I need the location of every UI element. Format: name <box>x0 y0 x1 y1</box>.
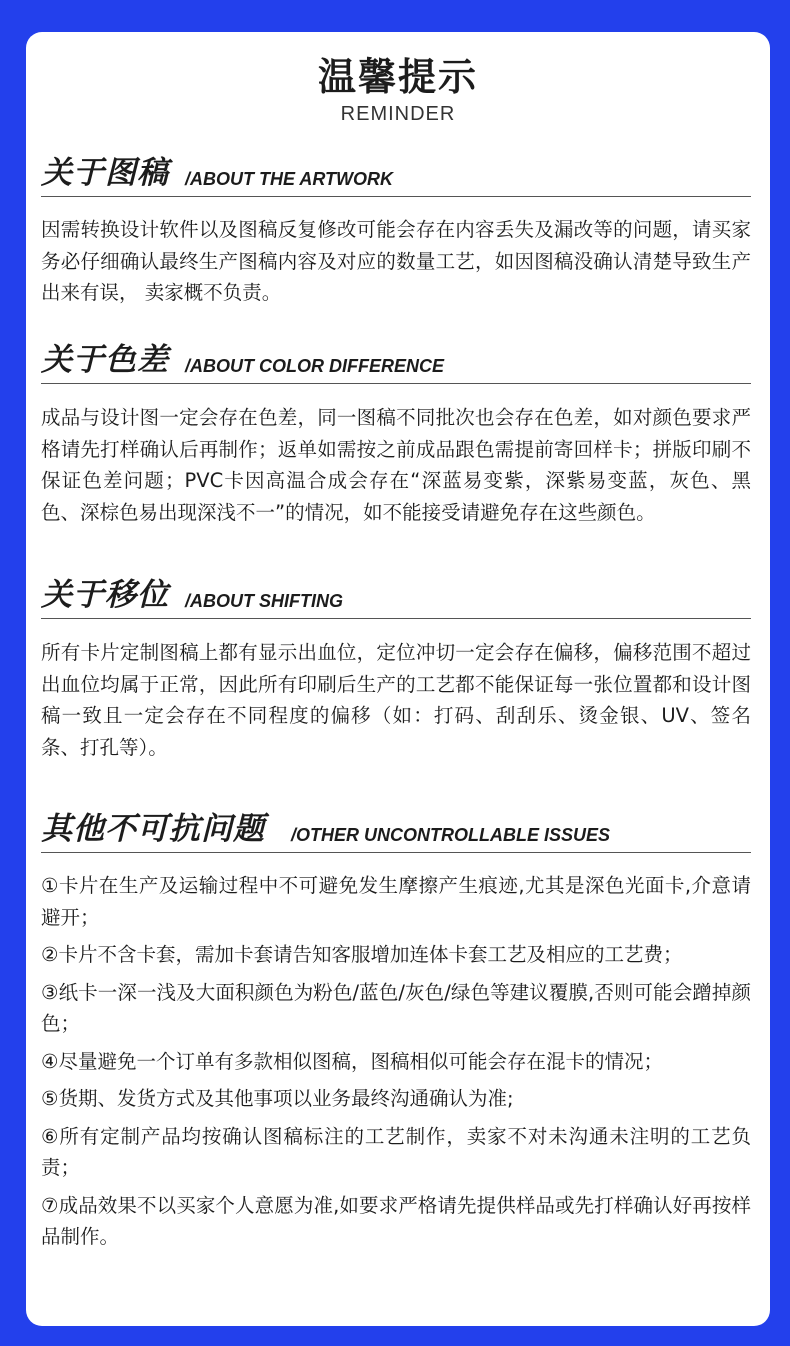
list-item: ①卡片在生产及运输过程中不可避免发生摩擦产生痕迹,尤其是深色光面卡,介意请避开； <box>41 874 751 929</box>
page-title: 温馨提示 <box>317 55 478 99</box>
list-item: ②卡片不含卡套，需加卡套请告知客服增加连体卡套工艺及相应的工艺费； <box>41 943 683 966</box>
section-title-en: /ABOUT THE ARTWORK <box>185 169 393 189</box>
list-item: ⑦成品效果不以买家个人意愿为准,如要求严格请先提供样品或先打样确认好再按样品制作。 <box>41 1193 751 1248</box>
section-body-color: 成品与设计图一定会存在色差，同一图稿不同批次也会存在色差，如对颜色要求严格请先打样确认后再制作；返单如需按之前成品跟色需提前寄回样卡；拼版印刷不保证色差问题；PVC卡因高温合成会存在“深蓝易变紫，深紫易变蓝，灰色、黑色、深棕色易出现深浅不一”的情况，如不能接受请避免存在这些颜色。 <box>41 406 751 524</box>
section-heading-artwork <box>41 152 751 197</box>
section-title-en: /ABOUT COLOR DIFFERENCE <box>185 356 444 376</box>
issue-list <box>41 870 751 1259</box>
list-item: ⑥所有定制产品均按确认图稿标注的工艺制作，卖家不对未沟通未注明的工艺负责； <box>41 1124 751 1179</box>
section-body-artwork: 因需转换设计软件以及图稿反复修改可能会存在内容丢失及漏改等的问题，请买家务必仔细确认最终生产图稿内容及对应的数量工艺，如因图稿没确认清楚导致生产出来有误， 卖家概不负责。 <box>41 218 751 304</box>
section-heading-other <box>41 808 751 853</box>
page-subtitle: REMINDER <box>340 103 456 125</box>
section-title-zh: 关于色差 <box>41 342 169 378</box>
section-heading-shifting <box>41 574 751 619</box>
section-title-en: /ABOUT SHIFTING <box>185 591 343 611</box>
section-title-zh: 关于移位 <box>41 577 169 613</box>
list-item: ⑤货期、发货方式及其他事项以业务最终沟通确认为准; <box>41 1087 514 1110</box>
section-body-shifting: 所有卡片定制图稿上都有显示出血位，定位冲切一定会存在偏移，偏移范围不超过出血位均属于正常，因此所有印刷后生产的工艺都不能保证每一张位置都和设计图稿一致且一定会存在不同程度的偏移（如：打码、刮刮乐、烫金银、UV、签名条、打孔等）。 <box>41 641 751 759</box>
list-item: ③纸卡一深一浅及大面积颜色为粉色/蓝色/灰色/绿色等建议覆膜,否则可能会蹭掉颜色； <box>41 980 751 1035</box>
reminder-card <box>26 32 770 1326</box>
section-title-en: /OTHER UNCONTROLLABLE ISSUES <box>291 825 611 845</box>
section-title-zh: 关于图稿 <box>41 155 169 191</box>
section-title-zh: 其他不可抗问题 <box>41 811 265 847</box>
list-item: ④尽量避免一个订单有多款相似图稿，图稿相似可能会存在混卡的情况； <box>41 1049 663 1073</box>
section-heading-color <box>41 339 751 384</box>
